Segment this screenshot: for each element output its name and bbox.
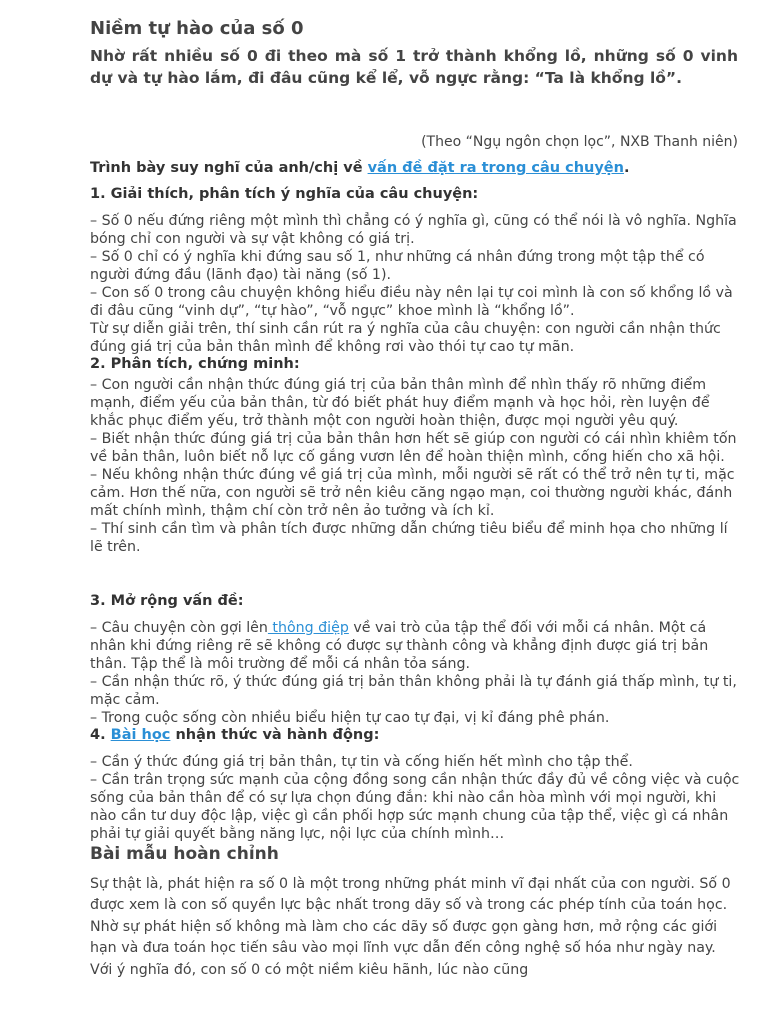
message-link[interactable]: thông điệp: [267, 620, 349, 636]
section-1-body: – Số 0 nếu đứng riêng một mình thì chẳng có ý nghĩa gì, cũng có thể nói là vô nghĩa. Nghĩa bóng chỉ con người và sự vật không có giá trị. – Số 0 chỉ có ý nghĩa khi đứng sau số 1, như những cá nhân đứng trong một tập thể có người đứng đầu (lãnh đạo) tài năng (số 1). – Con số 0 trong câu chuyện không hiểu điều này nên lại tự coi mình là con số khổng lồ và đi đâu cũng “vinh dự”, “tự hào”, “vỗ ngực” khoe mình là “khổng lồ”. Từ sự diễn giải trên, thí sinh cần rút ra ý nghĩa của câu chuyện: con người cần nhận thức đúng giá trị của bản thân mình để không rơi vào thói tự cao tự mãn.: [90, 213, 737, 355]
section-2-body: – Con người cần nhận thức đúng giá trị của bản thân mình để nhìn thấy rõ những điểm mạnh, điểm yếu của bản thân, từ đó biết phát huy điểm mạnh và học hỏi, rèn luyện để khắc phục điểm yếu, trở thành một con người hoàn thiện, được mọi người yêu quý. – Biết nhận thức đúng giá trị của bản thân hơn hết sẽ giúp con người có cái nhìn khiêm tốn về bản thân, luôn biết nỗ lực cố gắng vươn lên để hoàn thiện mình, cống hiến cho xã hội. – Nếu không nhận thức đúng về giá trị của mình, mỗi người sẽ rất có thể trở nên tự ti, mặc cảm. Hơn thế nữa, con người sẽ trở nên kiêu căng ngạo mạn, coi thường người khác, đánh mất chính mình, thậm chí còn trở nên ảo tưởng và ích kỉ. – Thí sinh cần tìm và phân tích được những dẫn chứng tiêu biểu để minh họa cho những lí lẽ trên.: [90, 377, 737, 555]
prompt-end: .: [623, 160, 630, 176]
sample-essay-title: Bài mẫu hoàn chỉnh: [90, 844, 279, 864]
section-4-heading-text: nhận thức và hành động:: [170, 727, 380, 743]
section-1-heading: 1. Giải thích, phân tích ý nghĩa của câu chuyện:: [90, 186, 479, 202]
issue-link[interactable]: vấn đề đặt ra trong câu chuyện: [367, 160, 624, 176]
prompt-text: Trình bày suy nghĩ của anh/chị về: [90, 160, 368, 176]
lesson-link[interactable]: Bài học: [110, 727, 171, 743]
section-3-body: [90, 619, 740, 727]
section-3-intro: – Câu chuyện còn gợi lên: [90, 620, 268, 636]
story-title: Niềm tự hào của số 0: [90, 18, 304, 39]
section-4-body: – Cần ý thức đúng giá trị bản thân, tự tin và cống hiến hết mình cho tập thể. – Cần trân trọng sức mạnh của cộng đồng song cần nhận thức đầy đủ về công việc và cuộc sống của bản thân để có sự lựa chọn đúng đắn: khi nào cần hòa mình với mọi người, khi nào cần tư duy độc lập, việc gì cần phối hợp sức mạnh chung của tập thể, việc gì cá nhân phải tự giải quyết bằng năng lực, nội lực của chính mình…: [90, 754, 740, 842]
story-source: (Theo “Ngụ ngôn chọn lọc”, NXB Thanh niên): [421, 134, 738, 150]
story-text: Nhờ rất nhiều số 0 đi theo mà số 1 trở thành khổng lồ, những số 0 vinh dự và tự hào lắm, đi đâu cũng kể lể, vỗ ngực rằng: “Ta là khổng lồ”.: [90, 47, 738, 87]
section-3-rest: về vai trò của tập thể đối với mỗi cá nhân. Một cá nhân khi đứng riêng rẽ sẽ không có được sự thành công và khẳng định được giá trị bản thân. Tập thể là môi trường để mỗi cá nhân tỏa sáng. – Cần nhận thức rõ, ý thức đúng giá trị bản thân không phải là tự đánh giá thấp mình, tự ti, mặc cảm. – Trong cuộc sống còn nhiều biểu hiện tự cao tự đại, vị kỉ đáng phê phán.: [90, 620, 737, 726]
section-3-heading: 3. Mở rộng vấn đề:: [90, 593, 244, 609]
essay-prompt: [90, 160, 630, 176]
sample-essay-body: Sự thật là, phát hiện ra số 0 là một trong những phát minh vĩ đại nhất của con người. Số 0 được xem là con số quyền lực bậc nhất trong dãy số và trong các phép tính của toán học. Nhờ sự phát hiện số không mà làm cho các dãy số được gọn gàng hơn, mở rộng các giới hạn và đưa toán học tiến sâu vào mọi lĩnh vực dẫn đến công nghệ số hóa như ngày nay. Với ý nghĩa đó, con số 0 có một niềm kiêu hãnh, lúc nào cũng: [90, 876, 731, 978]
section-4-heading: [90, 727, 379, 743]
section-2-heading: 2. Phân tích, chứng minh:: [90, 356, 300, 372]
section-4-number: 4.: [90, 727, 111, 743]
